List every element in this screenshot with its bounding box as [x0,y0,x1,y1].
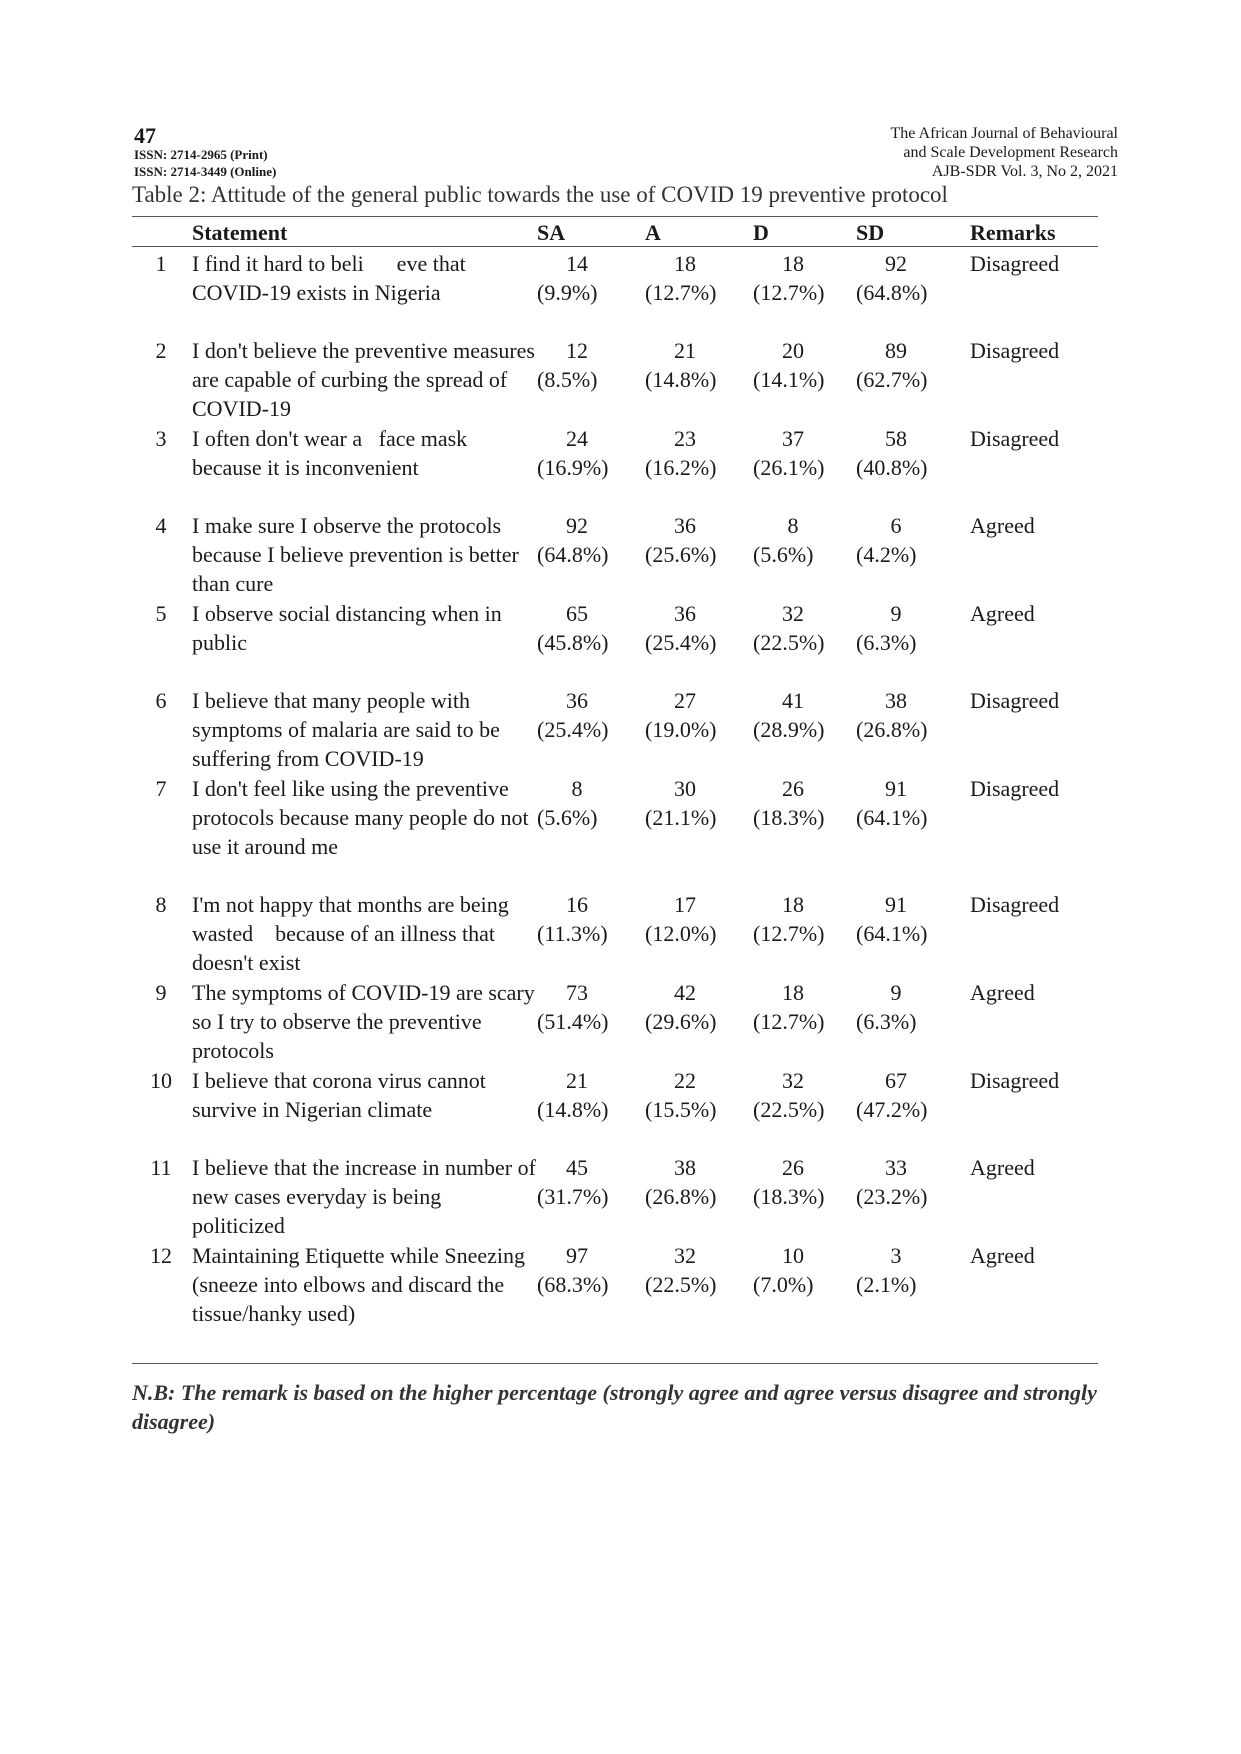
sa-count: 12 [566,338,588,363]
sd-count: 89 [885,338,907,363]
a-count: 23 [674,426,696,451]
a-count: 21 [674,338,696,363]
a-cell [645,423,753,510]
a-percent: (25.4%) [645,630,717,655]
remark: Disagreed [970,251,1060,276]
d-percent: (28.9%) [753,717,825,742]
sa-percent: (51.4%) [537,1009,609,1034]
a-cell [645,1065,753,1152]
remark: Disagreed [970,1068,1060,1093]
sd-cell [856,1240,966,1356]
sd-percent: (6.3%) [856,1009,917,1034]
sa-percent: (45.8%) [537,630,609,655]
sa-count: 97 [566,1243,588,1268]
a-count: 42 [674,980,696,1005]
row-number: 2 [155,338,167,363]
sd-percent: (2.1%) [856,1272,917,1297]
table-row [132,977,1098,1065]
table-row [132,248,1098,335]
d-cell [753,773,856,889]
sa-cell [537,510,645,598]
a-cell [645,1152,753,1240]
statement-text: I believe that many people with symptoms of malaria are said to be suffering from COVID-19 [192,688,506,771]
d-count: 26 [782,1155,804,1180]
sd-count: 91 [885,776,907,801]
sd-percent: (4.2%) [856,542,917,567]
sa-percent: (14.8%) [537,1097,609,1122]
sa-cell [537,1240,645,1356]
sd-cell [856,1152,966,1240]
remark: Agreed [970,1155,1035,1180]
journal-name-line2: and Scale Development Research [903,144,1118,161]
col-header-sd: SD [856,220,885,245]
sd-percent: (6.3%) [856,630,917,655]
issn-online: ISSN: 2714-3449 (Online) [134,164,277,179]
sd-cell [856,773,966,889]
sd-count: 33 [885,1155,907,1180]
table-row [132,889,1098,977]
d-count: 8 [787,513,799,538]
row-number: 8 [155,892,167,917]
a-percent: (16.2%) [645,455,717,480]
sa-count: 8 [571,776,583,801]
sa-percent: (9.9%) [537,280,598,305]
sd-count: 3 [890,1243,902,1268]
d-cell [753,1152,856,1240]
statement-text: I don't believe the preventive measures are capable of curbing the spread of COVID-19 [192,338,541,421]
sa-cell [537,248,645,335]
remark: Agreed [970,513,1035,538]
table-row [132,773,1098,889]
d-percent: (12.7%) [753,921,825,946]
sd-percent: (40.8%) [856,455,928,480]
issn-print: ISSN: 2714-2965 (Print) [134,147,268,162]
d-count: 32 [782,601,804,626]
journal-header [891,124,1118,181]
sd-cell [856,685,966,773]
a-percent: (19.0%) [645,717,717,742]
a-count: 38 [674,1155,696,1180]
sa-cell [537,889,645,977]
d-cell [753,889,856,977]
row-number: 5 [155,601,167,626]
sd-count: 91 [885,892,907,917]
d-cell [753,685,856,773]
a-cell [645,977,753,1065]
d-percent: (18.3%) [753,1184,825,1209]
a-cell [645,889,753,977]
col-header-no [132,218,190,248]
sa-percent: (16.9%) [537,455,609,480]
d-count: 18 [782,980,804,1005]
a-cell [645,1240,753,1356]
a-cell [645,685,753,773]
a-percent: (12.0%) [645,921,717,946]
d-percent: (5.6%) [753,542,814,567]
sd-cell [856,335,966,423]
row-number: 7 [155,776,167,801]
sa-percent: (68.3%) [537,1272,609,1297]
sa-percent: (5.6%) [537,805,598,830]
row-number: 1 [155,251,167,276]
remark: Disagreed [970,426,1060,451]
table-row [132,685,1098,773]
d-percent: (18.3%) [753,805,825,830]
table-bottom-rule [132,1363,1098,1364]
d-percent: (12.7%) [753,280,825,305]
table-footnote: N.B: The remark is based on the higher percentage (strongly agree and agree versus disagree and strongly disagree) [132,1380,1097,1434]
row-number: 9 [155,980,167,1005]
statement-text: I'm not happy that months are being wasted because of an illness that doesn't exist [192,892,515,975]
attitude-table [132,218,1098,1356]
statement-text: Maintaining Etiquette while Sneezing (sneeze into elbows and discard the tissue/hanky used) [192,1243,531,1326]
a-count: 27 [674,688,696,713]
col-header-remarks: Remarks [970,220,1056,245]
row-number: 3 [155,426,167,451]
journal-volume: AJB-SDR Vol. 3, No 2, 2021 [931,163,1118,180]
a-percent: (12.7%) [645,280,717,305]
table-row [132,1240,1098,1356]
sd-percent: (64.1%) [856,805,928,830]
sd-cell [856,598,966,685]
statement-text: I observe social distancing when in public [192,601,508,655]
statement-text: I believe that the increase in number of new cases everyday is being politicized [192,1155,542,1238]
sa-percent: (25.4%) [537,717,609,742]
remark: Disagreed [970,776,1060,801]
sa-count: 45 [566,1155,588,1180]
statement-text: The symptoms of COVID-19 are scary so I try to observe the preventive protocols [192,980,541,1063]
sa-cell [537,977,645,1065]
d-count: 18 [782,251,804,276]
a-percent: (29.6%) [645,1009,717,1034]
table-row [132,423,1098,510]
sa-count: 73 [566,980,588,1005]
sd-percent: (62.7%) [856,367,928,392]
statement-text: I find it hard to beli eve that COVID-19 exists in Nigeria [192,251,472,305]
d-percent: (12.7%) [753,1009,825,1034]
sd-cell [856,977,966,1065]
sa-percent: (64.8%) [537,542,609,567]
page-number: 47 [134,123,156,148]
statement-text: I believe that corona virus cannot survive in Nigerian climate [192,1068,492,1122]
d-percent: (14.1%) [753,367,825,392]
remark: Disagreed [970,892,1060,917]
col-header-a: A [645,220,661,245]
col-header-sa: SA [537,220,566,245]
sa-cell [537,598,645,685]
row-number: 10 [150,1068,172,1093]
table-header-row [132,218,1098,248]
sa-cell [537,1152,645,1240]
journal-name-line1: The African Journal of Behavioural [890,125,1118,142]
d-count: 37 [782,426,804,451]
d-cell [753,1065,856,1152]
sa-count: 16 [566,892,588,917]
a-cell [645,510,753,598]
statement-text: I don't feel like using the preventive protocols because many people do not use it around me [192,776,535,859]
d-count: 10 [782,1243,804,1268]
a-count: 36 [674,601,696,626]
d-count: 32 [782,1068,804,1093]
sa-cell [537,423,645,510]
sa-cell [537,335,645,423]
sd-percent: (64.8%) [856,280,928,305]
sd-cell [856,510,966,598]
sa-cell [537,1065,645,1152]
d-percent: (22.5%) [753,1097,825,1122]
d-cell [753,598,856,685]
row-number: 6 [155,688,167,713]
a-count: 32 [674,1243,696,1268]
d-cell [753,423,856,510]
sa-percent: (11.3%) [537,921,608,946]
remark: Agreed [970,601,1035,626]
a-percent: (22.5%) [645,1272,717,1297]
table-row [132,598,1098,685]
sd-count: 67 [885,1068,907,1093]
d-percent: (26.1%) [753,455,825,480]
remark: Agreed [970,980,1035,1005]
table-top-rule [132,216,1098,217]
sd-cell [856,248,966,335]
sd-count: 9 [890,980,902,1005]
sd-count: 9 [890,601,902,626]
d-cell [753,248,856,335]
table-row [132,1152,1098,1240]
a-cell [645,598,753,685]
a-percent: (26.8%) [645,1184,717,1209]
a-count: 22 [674,1068,696,1093]
sa-count: 36 [566,688,588,713]
sd-percent: (26.8%) [856,717,928,742]
table-row [132,1065,1098,1152]
remark: Disagreed [970,688,1060,713]
d-percent: (22.5%) [753,630,825,655]
remark: Disagreed [970,338,1060,363]
d-percent: (7.0%) [753,1272,814,1297]
sa-count: 14 [566,251,588,276]
a-percent: (14.8%) [645,367,717,392]
a-percent: (25.6%) [645,542,717,567]
a-cell [645,773,753,889]
a-cell [645,335,753,423]
col-header-statement: Statement [192,220,288,245]
d-cell [753,1240,856,1356]
sa-count: 65 [566,601,588,626]
d-count: 18 [782,892,804,917]
row-number: 11 [150,1155,172,1180]
sd-count: 58 [885,426,907,451]
statement-text: I make sure I observe the protocols because I believe prevention is better than cure [192,513,525,596]
a-percent: (15.5%) [645,1097,717,1122]
d-cell [753,335,856,423]
table-row [132,335,1098,423]
a-percent: (21.1%) [645,805,717,830]
sd-count: 38 [885,688,907,713]
sd-cell [856,423,966,510]
d-cell [753,977,856,1065]
sd-cell [856,889,966,977]
sa-count: 92 [566,513,588,538]
d-cell [753,510,856,598]
table-caption: Table 2: Attitude of the general public towards the use of COVID 19 preventive protocol [132,182,948,207]
sa-percent: (31.7%) [537,1184,609,1209]
row-number: 12 [150,1243,172,1268]
row-number: 4 [155,513,167,538]
d-count: 26 [782,776,804,801]
d-count: 41 [782,688,804,713]
a-cell [645,248,753,335]
sa-cell [537,685,645,773]
a-count: 18 [674,251,696,276]
a-count: 30 [674,776,696,801]
sa-count: 21 [566,1068,588,1093]
table-row [132,510,1098,598]
sd-percent: (47.2%) [856,1097,928,1122]
d-count: 20 [782,338,804,363]
sd-count: 92 [885,251,907,276]
a-count: 17 [674,892,696,917]
sa-cell [537,773,645,889]
sd-percent: (64.1%) [856,921,928,946]
remark: Agreed [970,1243,1035,1268]
sd-percent: (23.2%) [856,1184,928,1209]
sd-count: 6 [890,513,902,538]
col-header-d: D [753,220,769,245]
sa-percent: (8.5%) [537,367,598,392]
sd-cell [856,1065,966,1152]
statement-text: I often don't wear a face mask because it is inconvenient [192,426,473,480]
a-count: 36 [674,513,696,538]
sa-count: 24 [566,426,588,451]
